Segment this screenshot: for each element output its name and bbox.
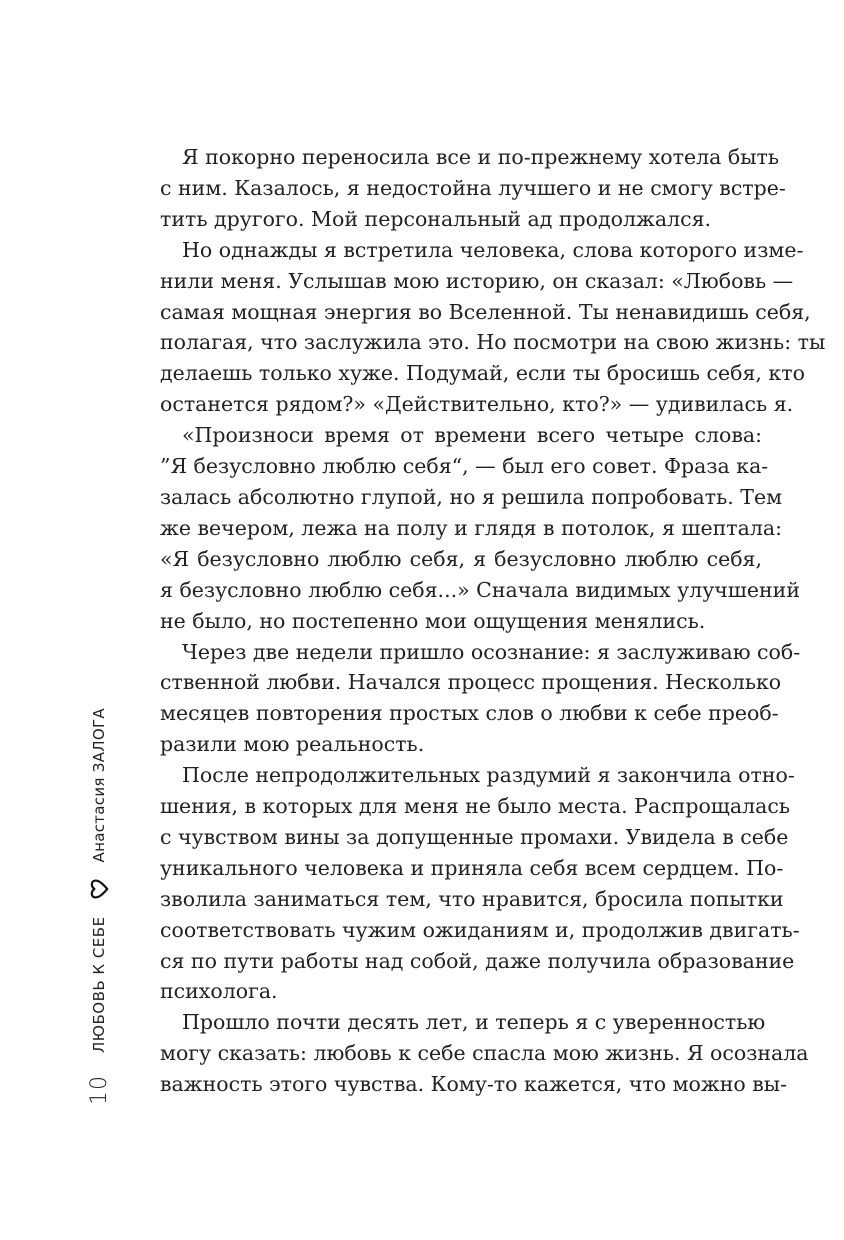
text-line: тить другого. Мой персональный ад продолжался. [160, 206, 712, 231]
text-line: с ним. Казалось, я недостойна лучшего и не смогу встре- [160, 175, 786, 200]
author-name: Анастасия ЗАЛОГА [90, 708, 108, 863]
text-line: психолога. [160, 979, 278, 1004]
body-text [160, 142, 826, 1100]
text-line: шения, в которых для меня не было места. Распрощалась [160, 794, 790, 819]
text-line: месяцев повторения простых слов о любви к себе преоб- [160, 701, 779, 726]
text-line: Прошло почти десять лет, и теперь я с уверенностью [182, 1010, 766, 1035]
text-line: залась абсолютно глупой, но я решила попробовать. Тем [160, 484, 783, 509]
text-line: не было, но постепенно мои ощущения менялись. [160, 608, 706, 633]
text-line: останется рядом?» «Действительно, кто?» — удивилась я. [160, 392, 794, 417]
text-line: полагая, что заслужила это. Но посмотри на свою жизнь: ты [160, 330, 826, 355]
book-title: ЛЮБОВЬ К СЕБЕ [90, 916, 108, 1053]
text-line: Через две недели пришло осознание: я заслуживаю соб- [182, 639, 801, 664]
text-line: ся по пути работы над собой, даже получила образование [160, 948, 795, 973]
text-line: ”Я безусловно люблю себя“, — был его совет. Фраза ка- [160, 454, 769, 479]
text-line: «Я безусловно люблю себя, я безусловно люблю себя, [160, 546, 762, 571]
text-line: После непродолжительных раздумий я закончила отно- [182, 763, 795, 788]
text-line: Но однажды я встретила человека, слова которого изме- [182, 237, 804, 262]
text-line: делаешь только хуже. Подумай, если ты бросишь себя, кто [160, 361, 805, 386]
text-line: ственной любви. Начался процесс прощения. Несколько [160, 670, 782, 695]
text-line: нили меня. Услышав мою историю, он сказал: «Любовь — [160, 268, 794, 293]
text-line: Я покорно переносила все и по-прежнему хотела быть [182, 145, 780, 169]
text-line: уникального человека и приняла себя всем сердцем. По- [160, 855, 784, 880]
running-header [84, 708, 114, 1105]
text-line: соответствовать чужим ожиданиям и, продолжив двигать- [160, 917, 800, 942]
text-line: важность этого чувства. Кому-то кажется, что можно вы- [160, 1072, 788, 1097]
text-line: я безусловно люблю себя...» Сначала видимых улучшений [160, 577, 800, 602]
text-line: самая мощная энергия во Вселенной. Ты ненавидишь себя, [160, 299, 811, 324]
text-line: разили мою реальность. [160, 732, 425, 757]
text-line: могу сказать: любовь к себе спасла мою жизнь. Я осознала [160, 1041, 809, 1066]
heart-icon [88, 878, 110, 900]
text-line: зволила заниматься тем, что нравится, бросила попытки [160, 886, 784, 911]
text-line: с чувством вины за допущенные промахи. Увидела в себе [160, 824, 789, 849]
text-line: же вечером, лежа на полу и глядя в потолок, я шептала: [160, 515, 782, 540]
text-line: «Произноси время от времени всего четыре слова: [182, 423, 762, 448]
page-number: 10 [86, 1075, 112, 1105]
